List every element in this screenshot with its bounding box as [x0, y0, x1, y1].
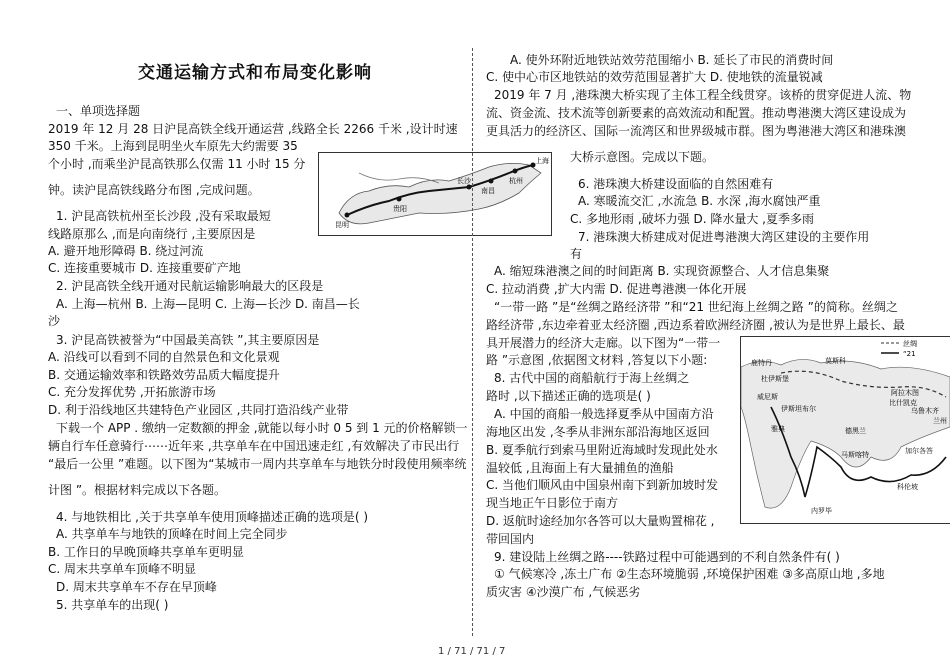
- city-label: 上海: [535, 157, 549, 165]
- city-label: 乌鲁木齐: [911, 407, 939, 415]
- intro2-line: 辆自行车任意骑行⋯⋯近年来 ,共享单车在中国迅速走红 ,有效解决了市民出行: [48, 439, 460, 453]
- city-label: 长沙: [457, 177, 471, 185]
- city-dot: [467, 185, 472, 190]
- option-line: A. 缩短珠港澳之间的时间距离 B. 实现资源整合、人才信息集聚: [494, 264, 830, 278]
- city-label: 伊斯坦布尔: [781, 405, 816, 413]
- question-7-line: 有: [570, 247, 583, 261]
- option-line: 带回国内: [486, 532, 535, 546]
- question-1: 1. 沪昆高铁杭州至长沙段 ,没有采取最短: [56, 209, 271, 223]
- city-label: 杜伊斯堡: [761, 375, 789, 383]
- question-2: 2. 沪昆高铁全线开通对民航运输影响最大的区段是: [56, 279, 324, 293]
- city-label: 莫斯科: [825, 357, 846, 365]
- city-dot: [345, 213, 350, 218]
- question-7: 7. 港珠澳大桥建成对促进粤港澳大湾区建设的主要作用: [578, 230, 870, 244]
- city-label: 威尼斯: [757, 393, 778, 401]
- city-label: 昆明: [335, 221, 349, 229]
- option-line: 现当地正午日影位于南方: [486, 496, 619, 510]
- question-8-line: 路时 ,以下描述正确的选项是( ): [486, 389, 651, 403]
- city-label: 鹿特丹: [751, 359, 772, 367]
- belt-road-map-svg: [741, 337, 950, 523]
- intro2-line: 下载一个 APP . 缴纳一定数额的押金 ,就能以每小时 0 5 到 1 元的价格解锁一: [56, 421, 468, 435]
- option-line: ① 气候寒冷 ,冻土广布 ②生态环境脆弱 ,环境保护困难 ③多高原山地 ,多地: [494, 567, 885, 581]
- option-line: B. 工作日的早晚顶峰共享单车更明显: [48, 545, 244, 559]
- option-line: A. 使外环附近地铁站效劳范围缩小 B. 延长了市民的消费时间: [510, 53, 834, 67]
- city-label: 贵阳: [393, 205, 407, 213]
- page-footer: 1 / 71 / 71 / 7: [438, 646, 506, 657]
- hukun-map-svg: [319, 153, 551, 235]
- option-line: C. 连接重要城市 D. 连接重要矿产地: [48, 261, 241, 275]
- question-8: 8. 古代中国的商船航行于海上丝绸之: [494, 371, 690, 385]
- option-line: B. 夏季航行到索马里附近海域时发现此处水: [486, 443, 718, 457]
- city-label: 科伦坡: [897, 483, 918, 491]
- city-label: 加尔各答: [905, 447, 933, 455]
- option-line: A. 避开地形障碍 B. 绕过河流: [48, 244, 204, 258]
- city-label: 雅典: [771, 425, 785, 433]
- intro4-line: 路经济带 ,东边牵着亚太经济圈 ,西边系着欧洲经济圈 ,被认为是世界上最长、最: [486, 318, 905, 332]
- option-line: A. 中国的商船一般选择夏季从中国南方沿: [494, 407, 714, 421]
- intro4-line: “一带一路 ”是“丝绸之路经济带 ”和“21 世纪海上丝绸之路 ”的简称。丝绸之: [494, 300, 898, 314]
- option-line: D. 返航时途经加尔各答可以大量购置棉花 ,: [486, 514, 715, 528]
- option-line: 质灾害 ④沙漠广布 ,气候恶劣: [486, 585, 641, 599]
- question-5: 5. 共享单车的出现( ): [56, 598, 169, 612]
- question-1-line: 线路原那么 ,而是向南绕行 ,主要原因是: [48, 227, 256, 241]
- city-label: 杭州: [509, 177, 523, 185]
- intro2-line: 计图 ”。根据材料完成以下各题。: [48, 483, 227, 497]
- option-line: C. 充分发挥优势 ,开拓旅游市场: [48, 385, 216, 399]
- city-label: 南昌: [481, 187, 495, 195]
- option-line: A. 寒暖流交汇 ,水流急 B. 水深 ,海水腐蚀严重: [578, 194, 821, 208]
- city-label: 阿拉木图: [891, 389, 919, 397]
- option-line: D. 利于沿线地区共建特色产业园区 ,共同打造沿线产业带: [48, 403, 349, 417]
- legend-label: “21: [903, 350, 916, 358]
- option-line: D. 周末共享单车不存在早顶峰: [56, 580, 217, 594]
- intro3-line: 大桥示意图。完成以下题。: [570, 150, 715, 164]
- option-line: C. 多地形雨 ,破坏力强 D. 降水量大 ,夏季多雨: [570, 212, 814, 226]
- belt-road-map: [740, 336, 950, 524]
- intro4-line: 路 ”示意图 ,依据图文材料 ,答复以下小题:: [486, 353, 708, 367]
- option-line: B. 交通运输效率和铁路效劳品质大幅度提升: [48, 368, 280, 382]
- question-9: 9. 建设陆上丝绸之路----铁路过程中可能遇到的不利自然条件有( ): [494, 550, 840, 564]
- intro1-line: 350 千米。上海到昆明坐火车原先大约需要 35: [48, 139, 298, 153]
- city-label: 德黑兰: [845, 427, 866, 435]
- city-label: 比什凯克: [889, 399, 917, 407]
- option-line: C. 周末共享单车顶峰不明显: [48, 562, 197, 576]
- option-line: A. 沿线可以看到不同的自然景色和文化景观: [48, 350, 280, 364]
- intro1-line: 钟。读沪昆高铁线路分布图 ,完成问题。: [48, 183, 260, 197]
- option-line: C. 使中心市区地铁站的效劳范围显著扩大 D. 使地铁的流量锐减: [486, 70, 823, 84]
- intro1-line: 2019 年 12 月 28 日沪昆高铁全线开通运营 ,线路全长 2266 千米 ,设计时速: [48, 122, 458, 136]
- city-label: 内罗毕: [811, 507, 832, 515]
- city-dot: [513, 169, 518, 174]
- intro1-line: 个小时 ,而乘坐沪昆高铁那么仅需 11 小时 15 分: [48, 157, 306, 171]
- hukun-railway-map: [318, 152, 552, 236]
- city-label: 兰州: [933, 417, 947, 425]
- question-6: 6. 港珠澳大桥建设面临的自然困难有: [578, 177, 774, 191]
- intro3-line: 更具活力的经济区、国际一流湾区和世界级城市群。图为粤港港大湾区和港珠澳: [486, 124, 907, 138]
- option-line: 温较低 ,且海面上有大量捕鱼的渔船: [486, 461, 674, 475]
- question-3: 3. 沪昆高铁被誉为“中国最美高铁 ”,其主要原因是: [56, 333, 320, 347]
- option-line: C. 当他们顺风由中国泉州南下到新加坡时发: [486, 478, 719, 492]
- column-divider: [472, 48, 473, 636]
- intro3-line: 流、资金流、技术流等创新要素的高效流动和配置。推动粤港澳大湾区建设成为: [486, 106, 907, 120]
- legend-label: 丝绸: [903, 340, 917, 348]
- option-line: 沙: [48, 314, 61, 328]
- section-heading: 一、单项选择题: [56, 104, 141, 118]
- option-line: A. 上海—杭州 B. 上海—昆明 C. 上海—长沙 D. 南昌—长: [56, 297, 360, 311]
- question-4: 4. 与地铁相比 ,关于共享单车使用顶峰描述正确的选项是( ): [56, 510, 369, 524]
- option-line: C. 拉动消费 ,扩大内需 D. 促进粤港澳一体化开展: [486, 282, 747, 296]
- city-dot: [489, 179, 494, 184]
- option-line: 海地区出发 ,冬季从非洲东部沿海地区返回: [486, 425, 710, 439]
- city-dot: [397, 197, 402, 202]
- intro3-line: 2019 年 7 月 ,港珠澳大桥实现了主体工程全线贯穿。该桥的贯穿促进人流、物: [494, 88, 912, 102]
- page-title: 交通运输方式和布局变化影响: [138, 63, 372, 83]
- intro4-line: 具开展潜力的经济大走廊。以下图为“一带一: [486, 336, 721, 350]
- option-line: A. 共享单车与地铁的顶峰在时间上完全同步: [56, 527, 288, 541]
- intro2-line: “最后一公里 ”难题。以下图为“某城市一周内共享单车与地铁分时段使用频率统: [48, 457, 467, 471]
- city-label: 马斯喀特: [841, 451, 869, 459]
